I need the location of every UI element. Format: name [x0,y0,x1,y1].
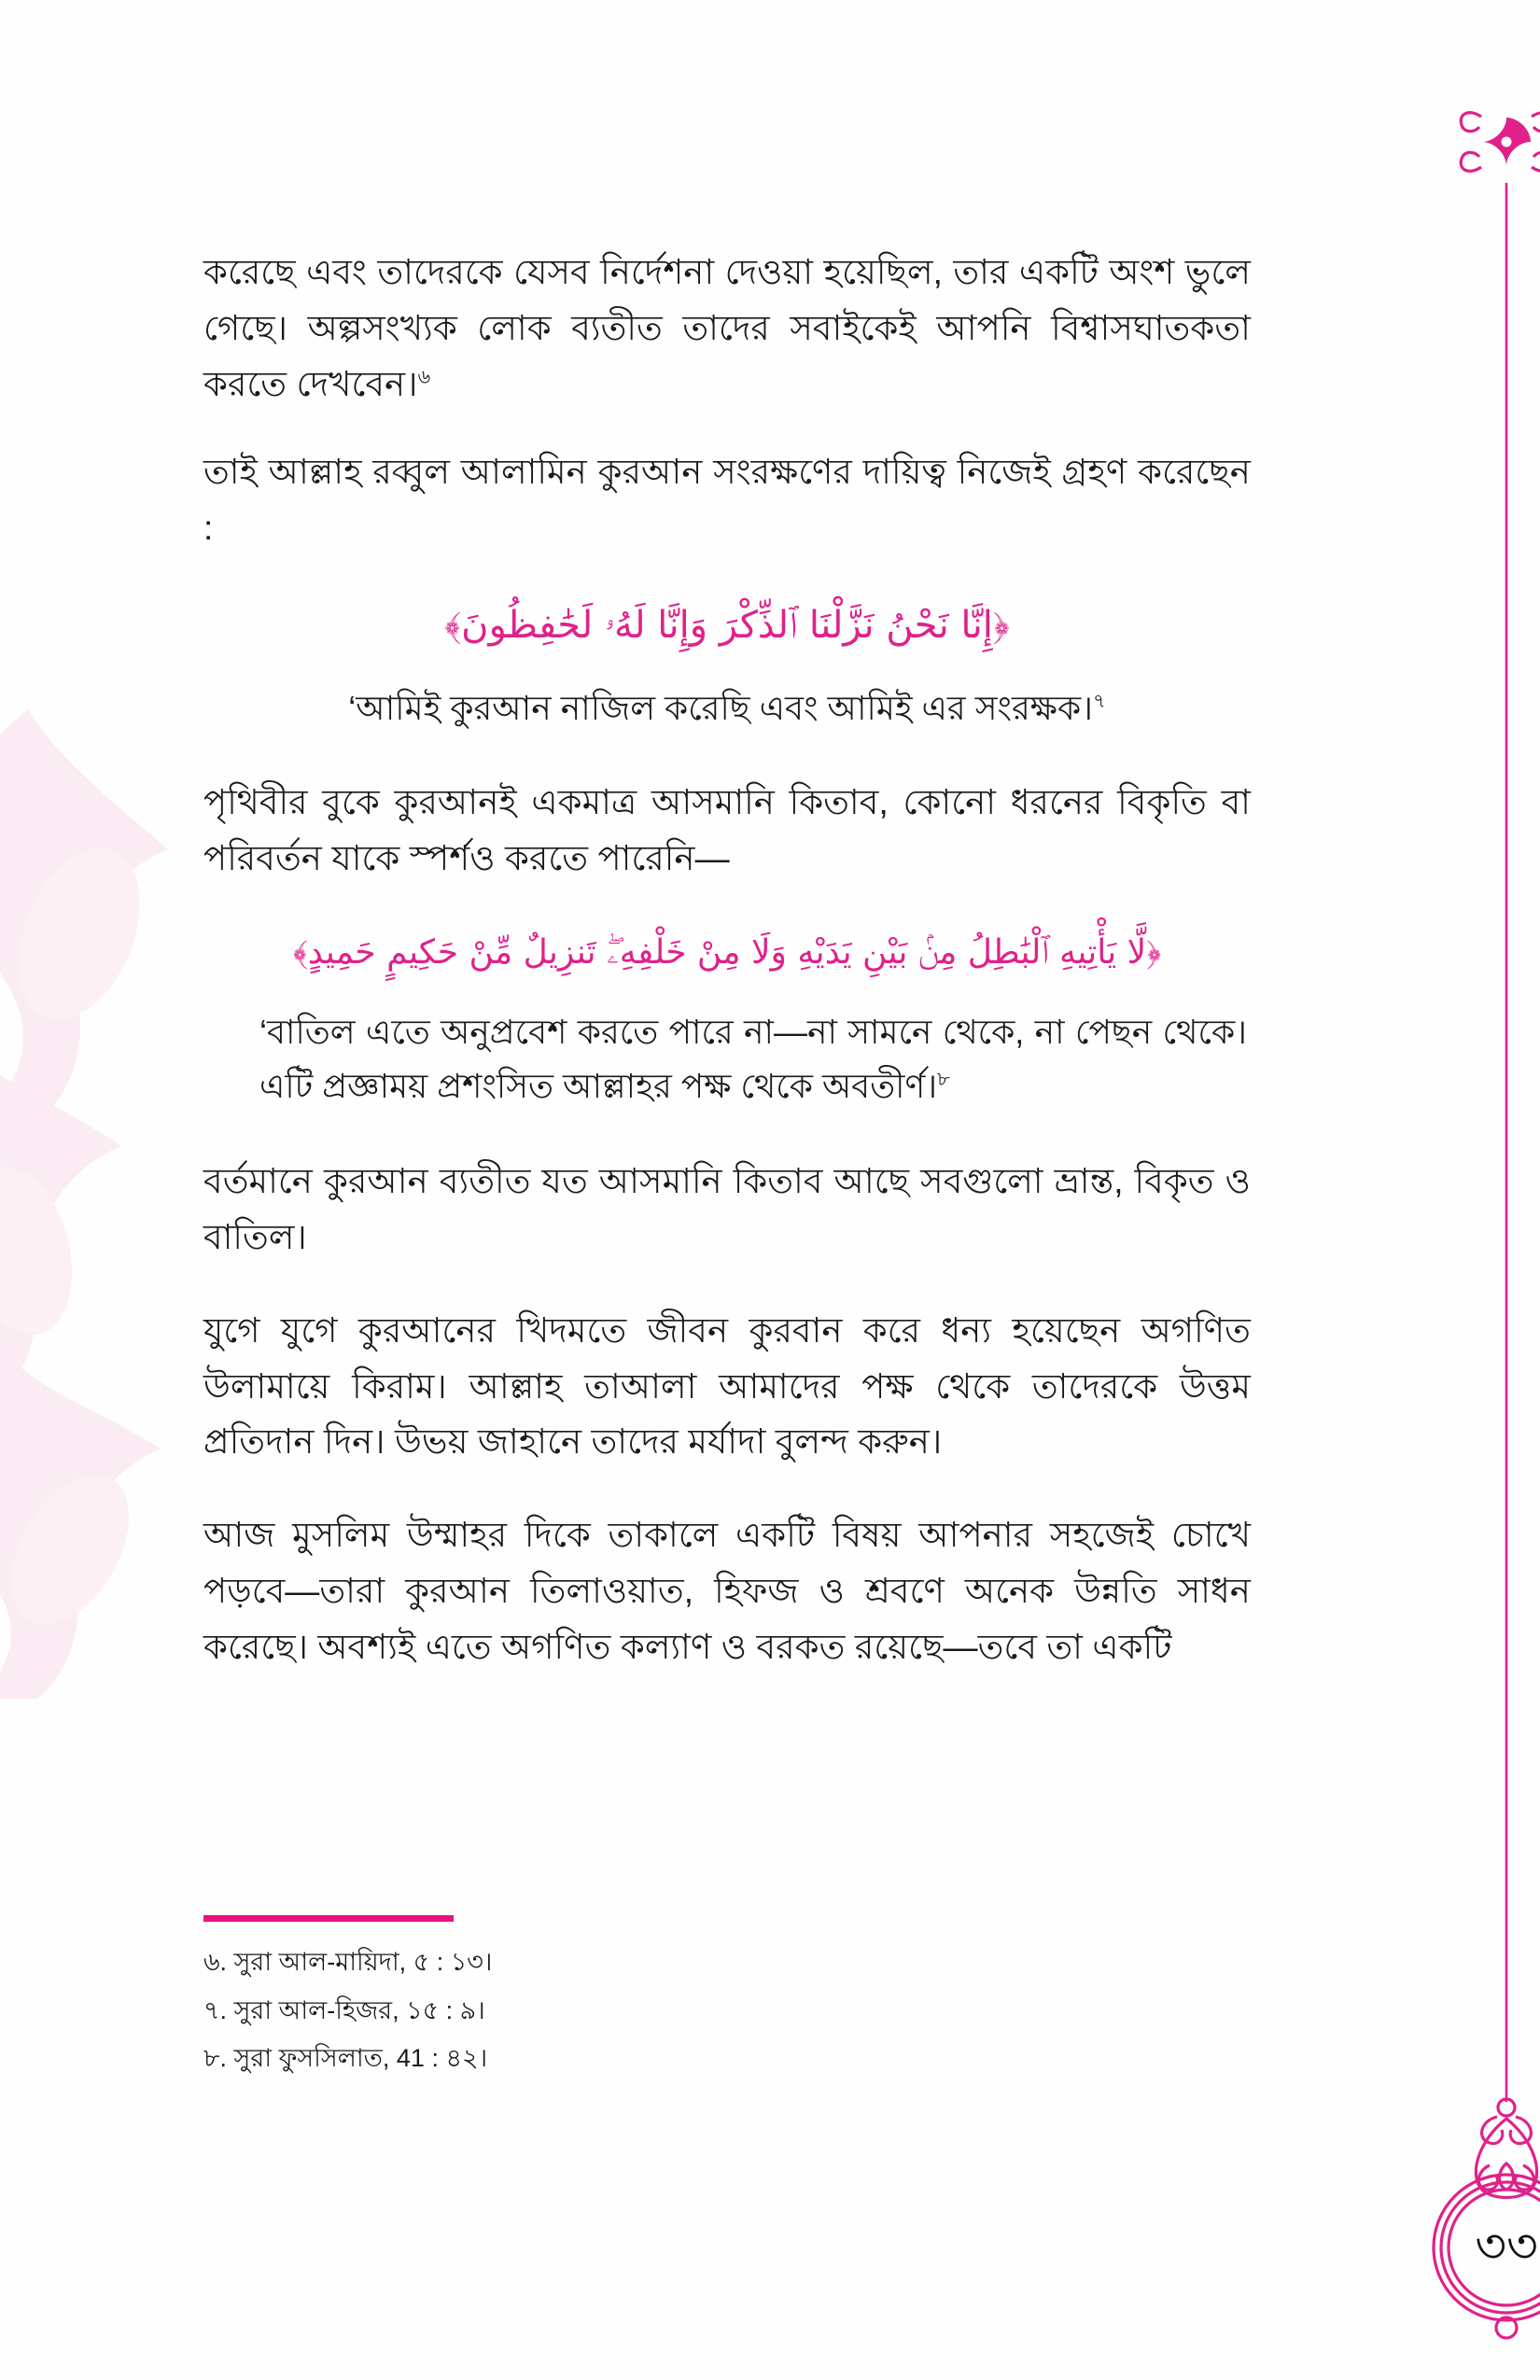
footnote-7 [203,1991,857,2032]
paragraph-6 [203,1507,1251,1675]
paragraph-1-text: করেছে এবং তাদেরকে যেসব নির্দেশনা দেওয়া হয়েছিল, তার একটি অংশ ভুলে গেছে। অল্পসংখ্যক লোক ব্যতীত তাদের সবাইকেই আপনি বিশ্বাসঘাতকতা করতে দেখবেন। [203,253,1251,403]
paragraph-4 [203,1154,1251,1266]
page-border-ornament-rail [1297,0,1540,2380]
paragraph-3-text: পৃথিবীর বুকে কুরআনই একমাত্র আসমানি কিতাব, কোনো ধরনের বিকৃতি বা পরিবর্তন যাকে স্পর্শও করতে পারেনি— [203,783,1251,877]
paragraph-3 [203,775,1251,887]
paragraph-2-text: তাই আল্লাহ রব্বুল আলামিন কুরআন সংরক্ষণের দায়িত্ব নিজেই গ্রহণ করেছেন : [203,452,1251,547]
verse-2-translation-text: ‘বাতিল এতে অনুপ্রবেশ করতে পারে না—না সামনে থেকে, না পেছন থেকে। এটি প্রজ্ঞাময় প্রশংসিত আল্লাহর পক্ষ থেকে অবতীর্ণ। [259,1013,1247,1106]
footnote-7-number: ৭. [203,1995,228,2024]
footnote-7-text: সুরা আল-হিজর, ১৫ : ৯। [233,1995,485,2024]
paragraph-5-text: যুগে যুগে কুরআনের খিদমতে জীবন কুরবান করে ধন্য হয়েছেন অগণিত উলামায়ে কিরাম। আল্লাহ তাআলা আমাদের পক্ষ থেকে তাদেরকে উত্তম প্রতিদান দিন। উভয় জাহানে তাদের মর্যাদা বুলন্দ করুন। [203,1310,1251,1462]
content-column [203,245,1251,1713]
footnote-section [203,1915,857,2087]
verse-1-translation [203,681,1251,735]
quran-verse-1: ﴿إِنَّا نَحْنُ نَزَّلْنَا ٱلذِّكْرَ وَإِنَّا لَهُۥ لَحَٰفِظُونَ﴾ [444,603,1010,647]
footnote-marker-8: ৮ [937,1069,950,1091]
footnote-8-text: সুরা ফুসসিলাত, 41 : ৪২। [233,2044,488,2073]
verse-2-translation [203,1005,1251,1114]
quran-verse-2: ﴿لَّا يَأْتِيهِ ٱلْبَٰطِلُ مِنۢ بَيْنِ يَدَيْهِ وَلَا مِنْ خَلْفِهِۦۖ تَنزِيلٌ مِّنْ حَكِيمٍ حَمِيدٍ﴾ [292,932,1162,972]
top-quatrefoil-ornament [1461,113,1540,172]
page-number-text: ৩৩ [1475,2219,1538,2274]
paragraph-5 [203,1303,1251,1471]
footnote-6-number: ৬. [203,1948,228,1976]
footnote-8 [203,2038,857,2079]
footnote-separator-rule [203,1915,454,1922]
footnote-6 [203,1942,857,1983]
paragraph-6-text: আজ মুসলিম উম্মাহর দিকে তাকালে একটি বিষয় আপনার সহজেই চোখে পড়বে—তারা কুরআন তিলাওয়াত, হিফজ ও শ্রবণে অনেক উন্নতি সাধন করেছে। অবশ্যই এতে অগণিত কল্যাণ ও বরকত রয়েছে—তবে তা একটি [203,1516,1251,1667]
paragraph-2 [203,444,1251,556]
verse-1-translation-text: ‘আমিই কুরআন নাজিল করেছি এবং আমিই এর সংরক্ষক। [348,688,1094,727]
page-number-medallion [1434,2099,1540,2338]
footnote-8-number: ৮. [203,2044,228,2073]
footnote-marker-7: ৭ [1093,690,1106,712]
footnote-marker-6: ৬ [417,366,431,388]
footnote-6-text: সুরা আল-মায়িদা, ৫ : ১৩। [233,1948,493,1976]
paragraph-4-text: বর্তমানে কুরআন ব্যতীত যত আসমানি কিতাব আছে সবগুলো ভ্রান্ত, বিকৃত ও বাতিল। [203,1161,1251,1256]
paragraph-1 [203,245,1251,413]
